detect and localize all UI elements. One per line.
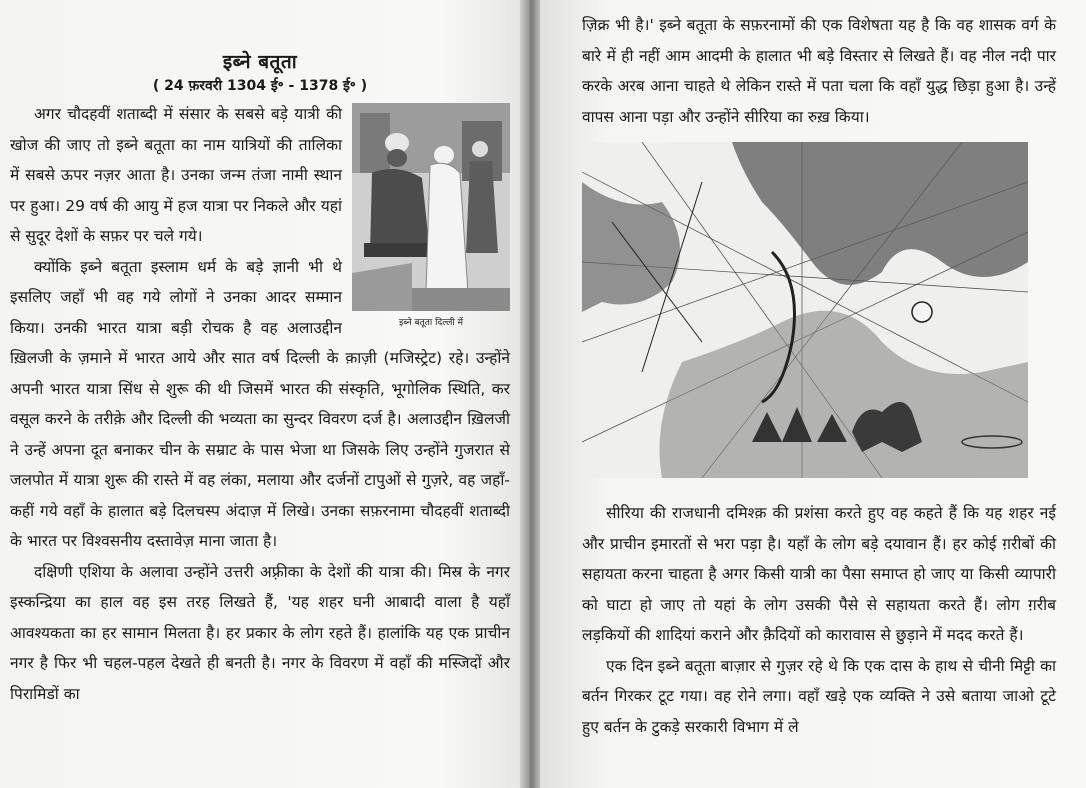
left-page [0, 0, 520, 788]
paragraph-6: एक दिन इब्ने बतूता बाज़ार से गुज़र रहे थे कि एक दास के हाथ से चीनी मिट्टी का बर्तन गिरकर टूट गया। वह रोने लगा। वहाँ खड़े एक व्यक्ति ने उसे बताया जाओ टूटे हुए बर्तन के टुकड़े सरकारी विभाग में ले [582, 656, 1056, 736]
ibn-battuta-illustration [352, 103, 510, 311]
paragraph-1: अगर चौदहवीं शताब्दी में संसार के सबसे बड़े यात्री की खोज की जाए तो इब्ने बतूता का नाम यात्रियों की तालिका में सबसे ऊपर नज़र आता है। उनका जन्म तंजा नामी स्थान पर हुआ। 29 वर्ष की आयु में हज यात्रा पर निकले और यहां से सुदूर देशों के सफ़र पर चले गये। [10, 105, 342, 245]
historic-map-illustration [582, 142, 1028, 478]
paragraph-4: ज़िक्र भी है।' इब्ने बतूता के सफ़रनामों की एक विशेषता यह है कि वह शासक वर्ग के बारे में ही नहीं आम आदमी के हालात भी बड़े विस्तार से लिखते हैं। वह नील नदी पार करके अरब आना चाहते थे लेकिन रास्ते में पता चला कि वहाँ युद्ध छिड़ा हुआ है। उन्हें वापस आना पड़ा और उन्होंने सीरिया का रुख़ किया। [582, 16, 1056, 126]
figure-caption: इब्ने बतूता दिल्ली में [399, 318, 463, 328]
right-page [540, 0, 1086, 788]
paragraph-2: क्योंकि इब्ने बतूता इस्लाम धर्म के बड़े ज्ञानी भी थे इसलिए जहाँ भी वह गये लोगों ने उनका आदर सम्मान किया। उनकी भारत यात्रा बड़ी रोचक है वह अलाउद्दीन ख़िलजी के ज़माने में भारत आये और सात वर्ष दिल्ली के क़ाज़ी (मजिस्ट्रेट) रहे। उन्होंने अपनी भारत यात्रा सिंध से शुरू की थी जिसमें भारत की संस्कृति, भूगोलिक स्थिति, कर वसूल करने के तरीक़े और दिल्ली की भव्यता का सुन्दर विवरण दर्ज है। अलाउद्दीन ख़िलजी ने उन्हें अपना दूत बनाकर चीन के सम्राट के पास भेजा था जिसके लिए उन्होंने गुजरात से जलपोत में यात्रा शुरू की रास्ते में वह लंका, मलाया और दर्जनों टापुओं से गुज़रे, वह जहाँ-कहीं गये वहाँ के हालात बड़े दिलचस्प अंदाज़ में लिखे। उनका सफ़रनामा चौदहवीं शताब्दी के भारत पर विश्वसनीय दस्तावेज़ माना जाता है। [10, 257, 510, 550]
page-title: इब्ने बतूता [222, 51, 298, 73]
book-gutter [520, 0, 540, 788]
paragraph-5: सीरिया की राजधानी दमिश्क़ की प्रशंसा करते हुए वह कहते हैं कि यह शहर नई और प्राचीन इमारतों से भरा पड़ा है। यहाँ के लोग बड़े दयावान हैं। हर कोई ग़रीबों की सहायता करना चाहता है अगर किसी यात्री का पैसा समाप्त हो जाए या किसी व्यापारी को घाटा हो जाए तो यहां के लोग उसकी पैसे से सहायता करते हैं। लोग ग़रीब लड़कियों की शादियां कराने और क़ैदियों को कारावास से छुड़ाने में मदद करते हैं। [582, 504, 1056, 644]
life-dates: ( 24 फ़रवरी 1304 ई॰ - 1378 ई॰ ) [152, 78, 368, 94]
portrait-figure [352, 103, 510, 328]
paragraph-3: दक्षिणी एशिया के अलावा उन्होंने उत्तरी अफ़्रीका के देशों की यात्रा की। मिस्र के नगर इस्कन्द्रिया का हाल वह इस तरह लिखते हैं, 'यह शहर घनी आबादी वाला है यहाँ आवश्यकता का हर सामान मिलता है। हर प्रकार के लोग रहते हैं। हालांकि यह एक प्राचीन नगर है फिर भी चहल-पहल देखते ही बनती है। नगर के विवरण में वहाँ की मस्जिदों और पिरामिडों का [10, 562, 510, 703]
